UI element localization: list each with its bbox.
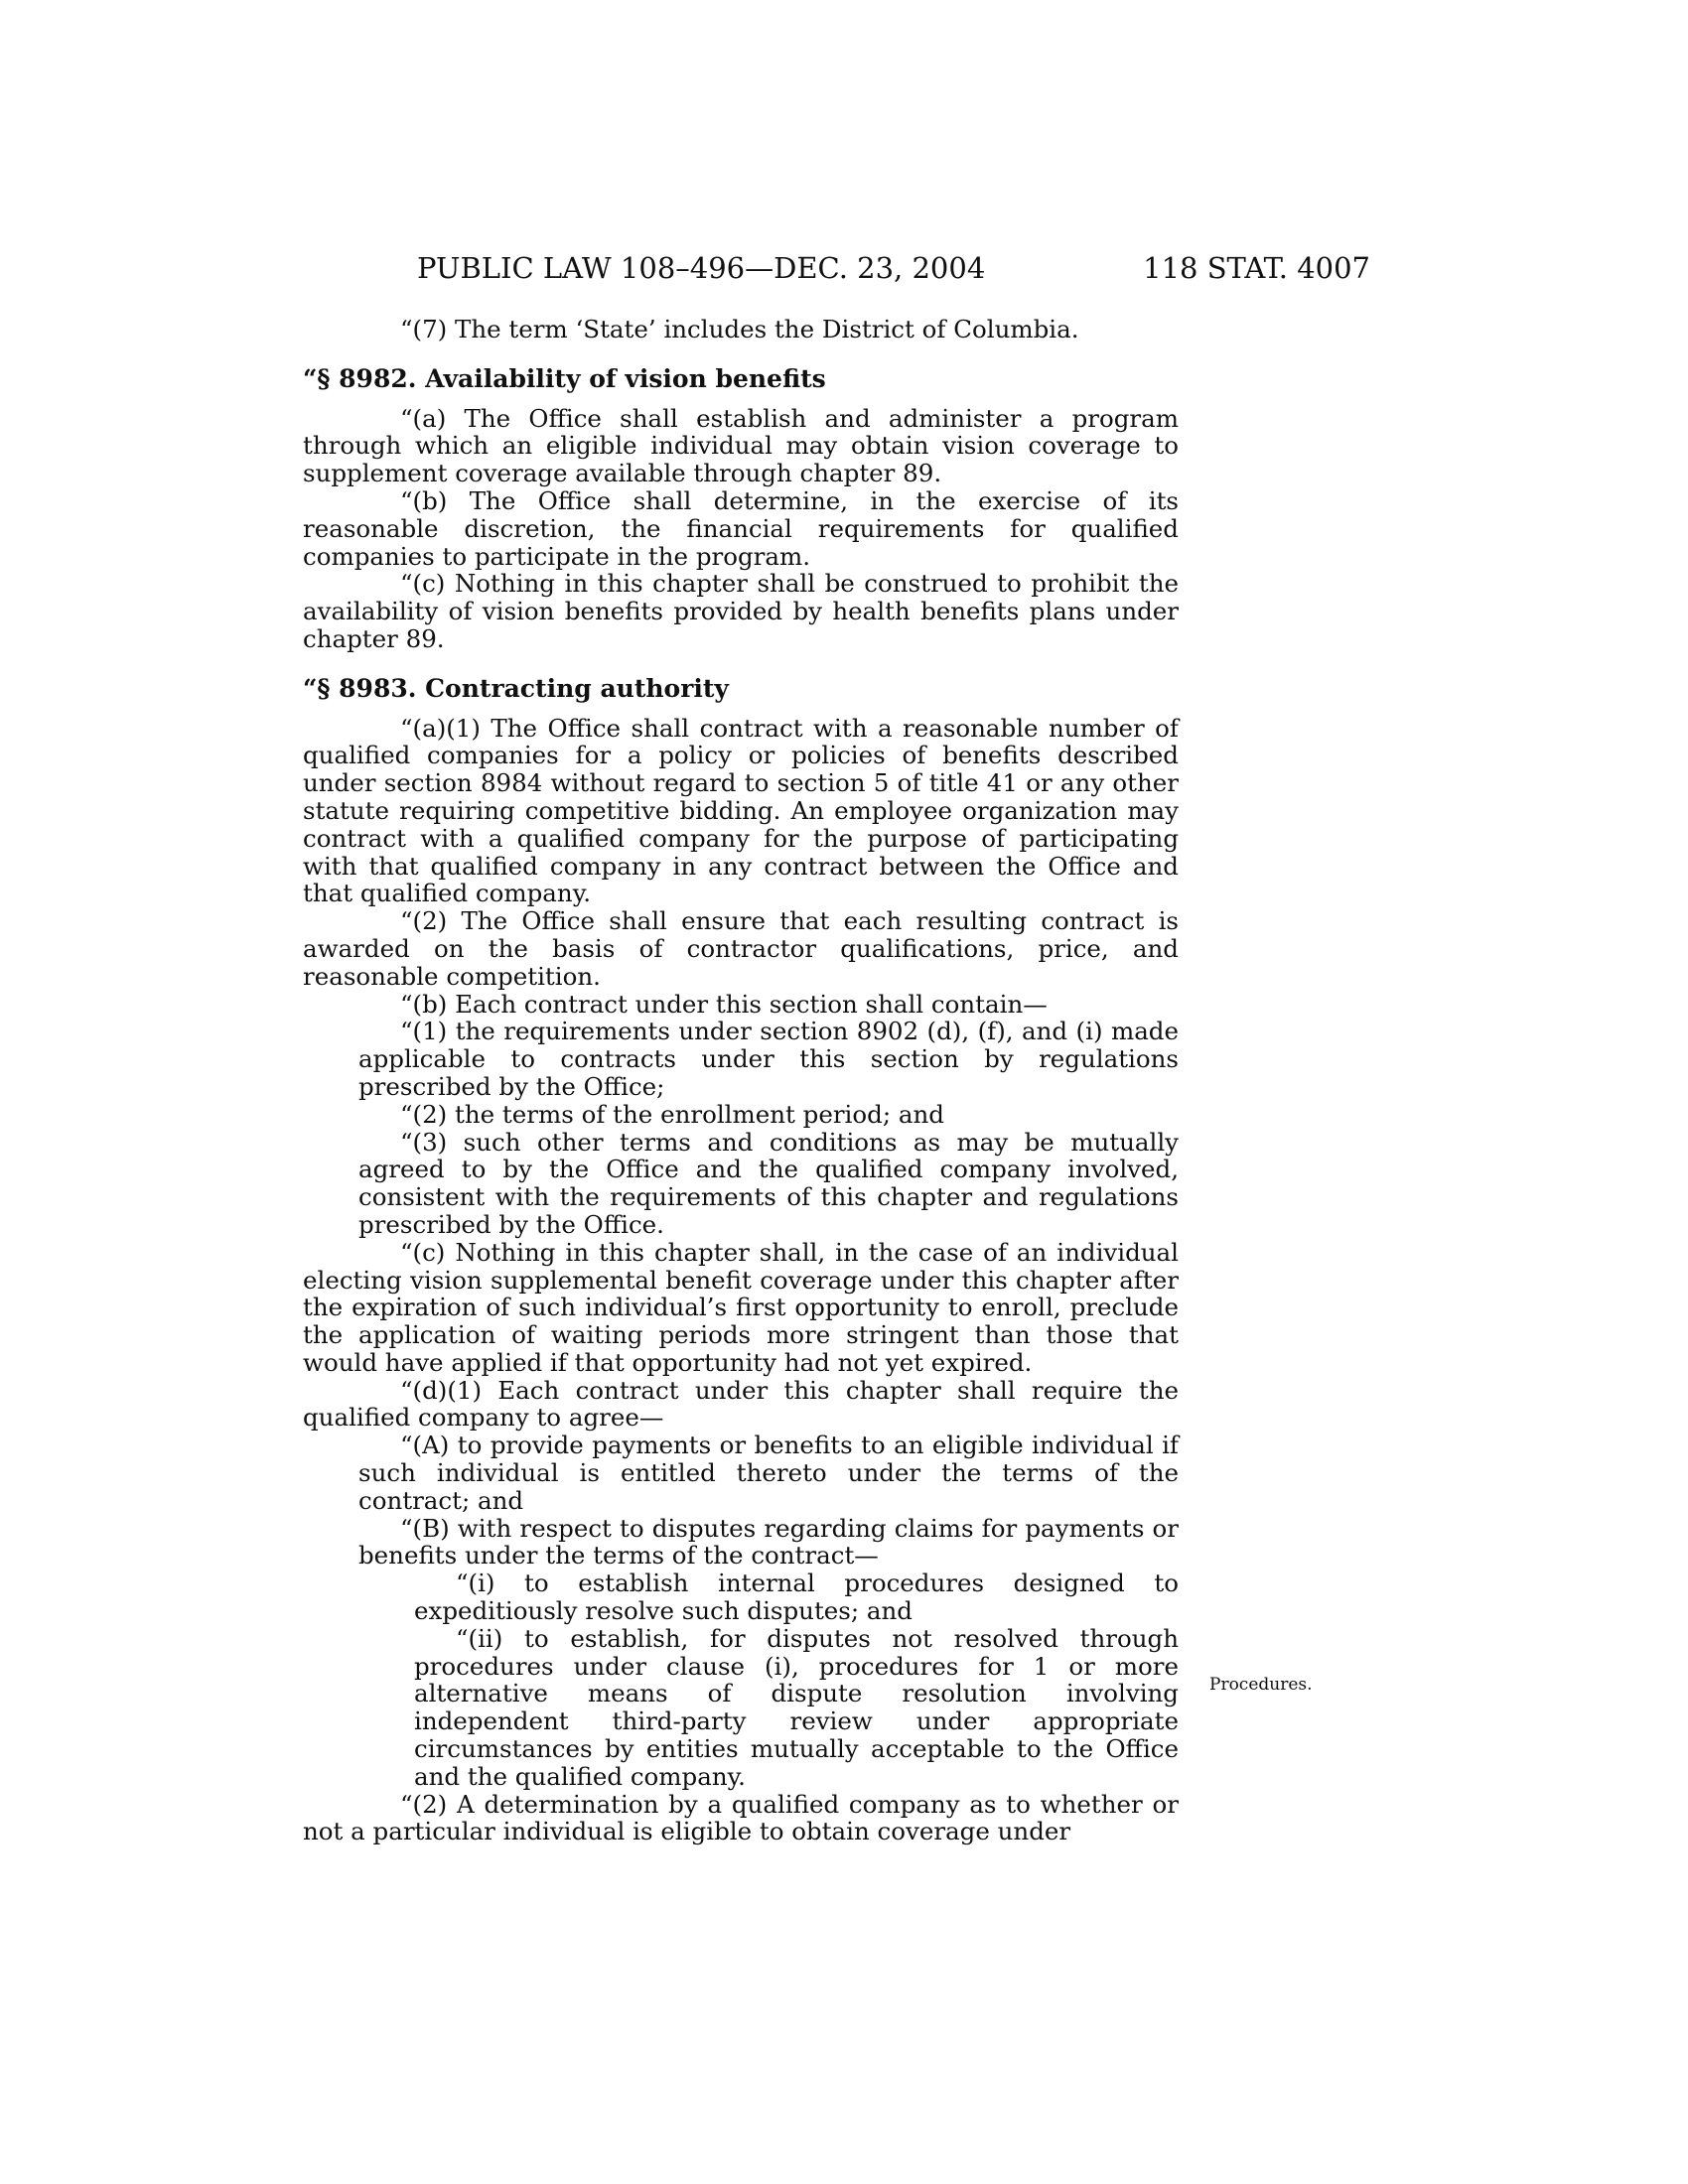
- statute-text: [303, 316, 1179, 1845]
- statute-page-number: 118 STAT. 4007: [1143, 251, 1370, 285]
- subparagraph-8983-d1B: “(B) with respect to disputes regarding claims for payments or benefits under the terms of the contract—: [358, 1513, 1179, 1570]
- subsection-8983-a2: “(2) The Office shall ensure that each resulting contract is awarded on the basis of contractor qualifications, price, and reasonable competition.: [303, 906, 1179, 991]
- subsection-8982-a: “(a) The Office shall establish and administer a program through which an eligible individual may obtain vision coverage to supplement coverage available through chapter 89.: [303, 403, 1179, 488]
- subsection-8983-a1: “(a)(1) The Office shall contract with a reasonable number of qualified companies for a policy or policies of benefits described under section 8984 without regard to section 5 of title 41 or any other statute requiring competitive bidding. An employee organization may contract with a qualified company for the purpose of participating with that qualified company in any contract between the Office and that qualified company.: [303, 713, 1179, 908]
- section-heading-8982: “§ 8982. Availability of vision benefits: [303, 363, 826, 393]
- subsection-8982-c: “(c) Nothing in this chapter shall be construed to prohibit the availability of vision benefits provided by health benefits plans under chapter 89.: [303, 569, 1179, 653]
- clause-8983-d1Bi: “(i) to establish internal procedures designed to expeditiously resolve such disputes; and: [414, 1569, 1179, 1626]
- paragraph-8983-b3: “(3) such other terms and conditions as may be mutually agreed to by the Office and the qualified company involved, consistent with the requirements of this chapter and regulations prescribed by the Office.: [358, 1127, 1179, 1239]
- clause-8983-d1Bii: “(ii) to establish, for disputes not resolved through procedures under clause (i), procedures for 1 or more alternative means of dispute resolution involving independent third-party review under appropriate circumstances by entities mutually acceptable to the Office and the qualified company.: [414, 1623, 1179, 1791]
- paragraph-8983-b2: “(2) the terms of the enrollment period; and: [400, 1099, 944, 1129]
- running-head: PUBLIC LAW 108–496—DEC. 23, 2004: [417, 251, 986, 285]
- subsection-8983-b: “(b) Each contract under this section shall contain—: [400, 989, 1048, 1019]
- margin-note: Procedures.: [1209, 1675, 1313, 1695]
- paragraph-8983-b1: “(1) the requirements under section 8902 (d), (f), and (i) made applicable to contracts under this section by regulations prescribed by the Office;: [358, 1017, 1179, 1101]
- subparagraph-8983-d1A: “(A) to provide payments or benefits to an eligible individual if such individual is entitled thereto under the terms of the contract; and: [358, 1431, 1179, 1515]
- paragraph-7: “(7) The term ‘State’ includes the District of Columbia.: [400, 315, 1079, 343]
- paragraph-8983-d2: “(2) A determination by a qualified company as to whether or not a particular individual is eligible to obtain coverage under: [303, 1789, 1179, 1846]
- subsection-8983-c: “(c) Nothing in this chapter shall, in the case of an individual electing vision supplemental benefit coverage under this chapter after the expiration of such individual’s first opportunity to enroll, preclude the application of waiting periods more stringent than those that would have applied if that opportunity had not yet expired.: [303, 1237, 1179, 1377]
- section-heading-8983: “§ 8983. Contracting authority: [303, 673, 729, 703]
- page-header: [417, 250, 1370, 286]
- subsection-8982-b: “(b) The Office shall determine, in the exercise of its reasonable discretion, the financial requirements for qualified companies to participate in the program.: [303, 485, 1179, 571]
- subsection-8983-d1: “(d)(1) Each contract under this chapter shall require the qualified company to agree—: [303, 1375, 1179, 1433]
